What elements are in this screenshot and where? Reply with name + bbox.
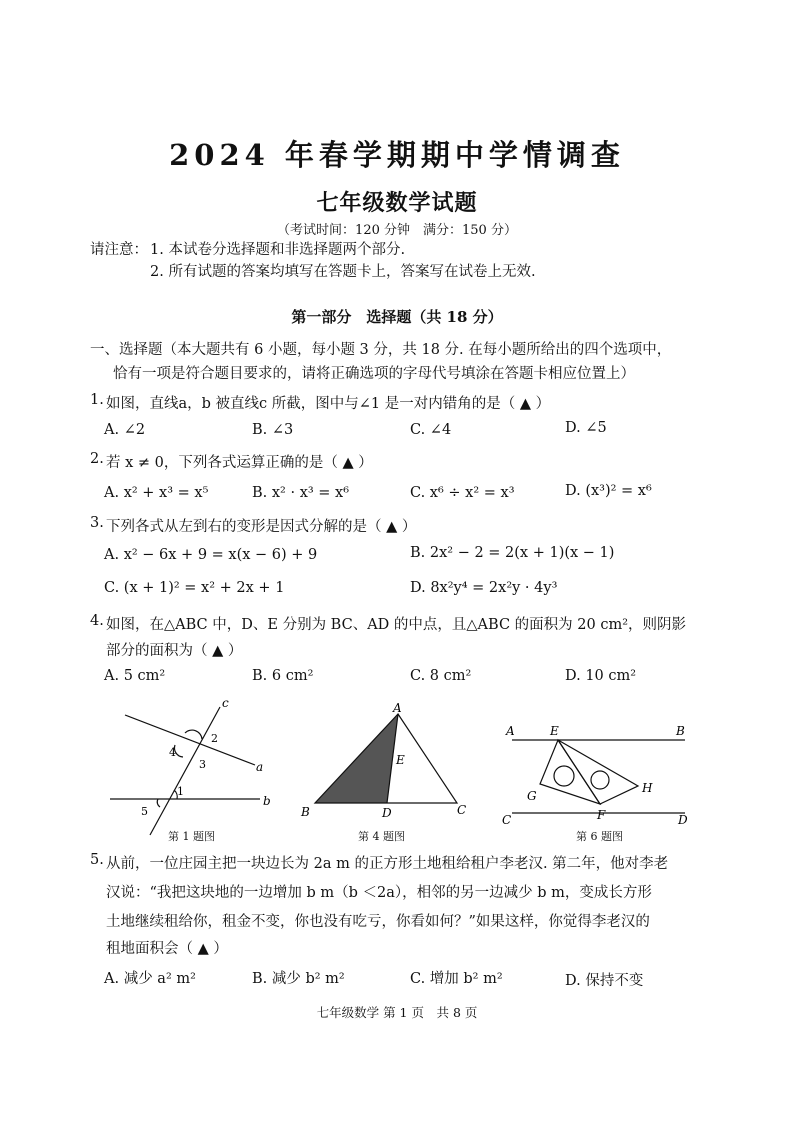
label-C: C [502, 813, 512, 827]
label-4: 4 [169, 746, 176, 759]
notice-item-1: 1. 本试卷分选择题和非选择题两个部分. [150, 242, 406, 258]
q3-option-b: B. 2x² − 2 = 2(x + 1)(x − 1) [410, 545, 615, 561]
q5-option-c: C. 增加 b² m² [410, 971, 503, 987]
label-1: 1 [177, 785, 184, 798]
q3-option-c: C. (x + 1)² = x² + 2x + 1 [104, 580, 285, 596]
q1-option-b: B. ∠3 [252, 422, 294, 438]
q5-text-3: 土地继续租给你，租金不变，你也没有吃亏，你看如何？”如果这样，你觉得李老汉的 [106, 914, 650, 930]
q2-option-a: A. x² + x³ = x⁵ [104, 485, 209, 501]
q3-number: 3. [90, 515, 104, 531]
q5-text-1: 从前，一位庄园主把一块边长为 2a m 的正方形土地租给租户李老汉. 第二年，他对李老 [106, 856, 669, 872]
q4-option-d: D. 10 cm² [565, 668, 637, 684]
label-5: 5 [141, 805, 148, 818]
figure-4-caption: 第 4 题图 [358, 830, 405, 843]
q5-option-d: D. 保持不变 [565, 973, 644, 989]
label-b: b [263, 794, 271, 808]
notice-label: 请注意： [90, 242, 148, 258]
figure-1 [105, 695, 285, 845]
q4-option-c: C. 8 cm² [410, 668, 472, 684]
line-c [150, 707, 220, 835]
q3-text: 下列各式从左到右的变形是因式分解的是（ ▲ ） [106, 519, 417, 535]
q4-option-b: B. 6 cm² [252, 668, 314, 684]
q1-option-a: A. ∠2 [104, 422, 146, 438]
exam-title: 2024 年春学期期中学情调查 [169, 138, 625, 172]
q2-option-d: D. (x³)² = x⁶ [565, 483, 652, 499]
q5-option-b: B. 减少 b² m² [252, 971, 345, 987]
angle-arc-2 [185, 730, 202, 739]
label-2: 2 [211, 732, 218, 745]
exam-subtitle: 七年级数学试题 [316, 190, 478, 216]
q2-text: 若 x ≠ 0，下列各式运算正确的是（ ▲ ） [106, 455, 373, 471]
q2-option-c: C. x⁶ ÷ x² = x³ [410, 485, 515, 501]
q1-option-c: C. ∠4 [410, 422, 452, 438]
q3-option-a: A. x² − 6x + 9 = x(x − 6) + 9 [104, 547, 318, 563]
label-H: H [642, 781, 653, 795]
figure-6-caption: 第 6 题图 [576, 830, 623, 843]
label-D: D [678, 813, 688, 827]
circle-left [554, 766, 574, 786]
angle-arc-5 [157, 799, 160, 807]
label-E: E [396, 753, 405, 767]
q5-option-a: A. 减少 a² m² [104, 971, 196, 987]
q5-text-2: 汉说：“我把这块地的一边增加 b m（b ＜2a），相邻的另一边减少 b m，变成长方形 [106, 885, 652, 901]
label-3: 3 [199, 758, 206, 771]
q1-option-d: D. ∠5 [565, 420, 607, 436]
label-D: D [382, 806, 392, 820]
exam-info: （考试时间：120 分钟 满分：150 分） [277, 223, 517, 238]
figure-4 [295, 700, 475, 825]
figure-6 [500, 720, 700, 830]
notice-item-2: 2. 所有试题的答案均填写在答题卡上，答案写在试卷上无效. [150, 264, 536, 280]
q4-text-1: 如图，在△ABC 中，D、E 分别为 BC、AD 的中点，且△ABC 的面积为 20 cm²，则阴影 [106, 617, 687, 633]
section-title: 第一部分 选择题（共 18 分） [291, 308, 503, 326]
label-E: E [550, 724, 559, 738]
line-a [125, 715, 255, 765]
q1-text: 如图，直线a，b 被直线c 所截，图中与∠1 是一对内错角的是（ ▲ ） [106, 396, 551, 412]
triangle-egf [540, 740, 600, 804]
section-instruction-2: 恰有一项是符合题目要求的，请将正确选项的字母代号填涂在答题卡相应位置上） [113, 366, 635, 382]
label-c: c [222, 696, 229, 710]
page-footer: 七年级数学 第 1 页 共 8 页 [316, 1005, 478, 1020]
q4-text-2: 部分的面积为（ ▲ ） [106, 643, 243, 659]
q4-option-a: A. 5 cm² [104, 668, 166, 684]
q1-number: 1. [90, 392, 104, 408]
label-G: G [527, 789, 537, 803]
q3-option-d: D. 8x²y⁴ = 2x²y · 4y³ [410, 580, 558, 596]
q5-number: 5. [90, 852, 104, 868]
section-instruction-1: 一、选择题（本大题共有 6 小题，每小题 3 分，共 18 分. 在每小题所给出的四个选项中， [90, 342, 672, 358]
label-B: B [676, 724, 685, 738]
label-B: B [301, 805, 310, 819]
label-a: a [256, 760, 264, 774]
q2-option-b: B. x² · x³ = x⁶ [252, 485, 350, 501]
label-F: F [597, 808, 606, 822]
label-C: C [457, 803, 467, 817]
figure-1-caption: 第 1 题图 [168, 830, 215, 843]
label-A: A [506, 724, 515, 738]
label-A: A [393, 701, 402, 715]
q2-number: 2. [90, 451, 104, 467]
circle-right [591, 771, 609, 789]
q5-text-4: 租地面积会（ ▲ ） [106, 941, 228, 957]
q4-number: 4. [90, 613, 104, 629]
